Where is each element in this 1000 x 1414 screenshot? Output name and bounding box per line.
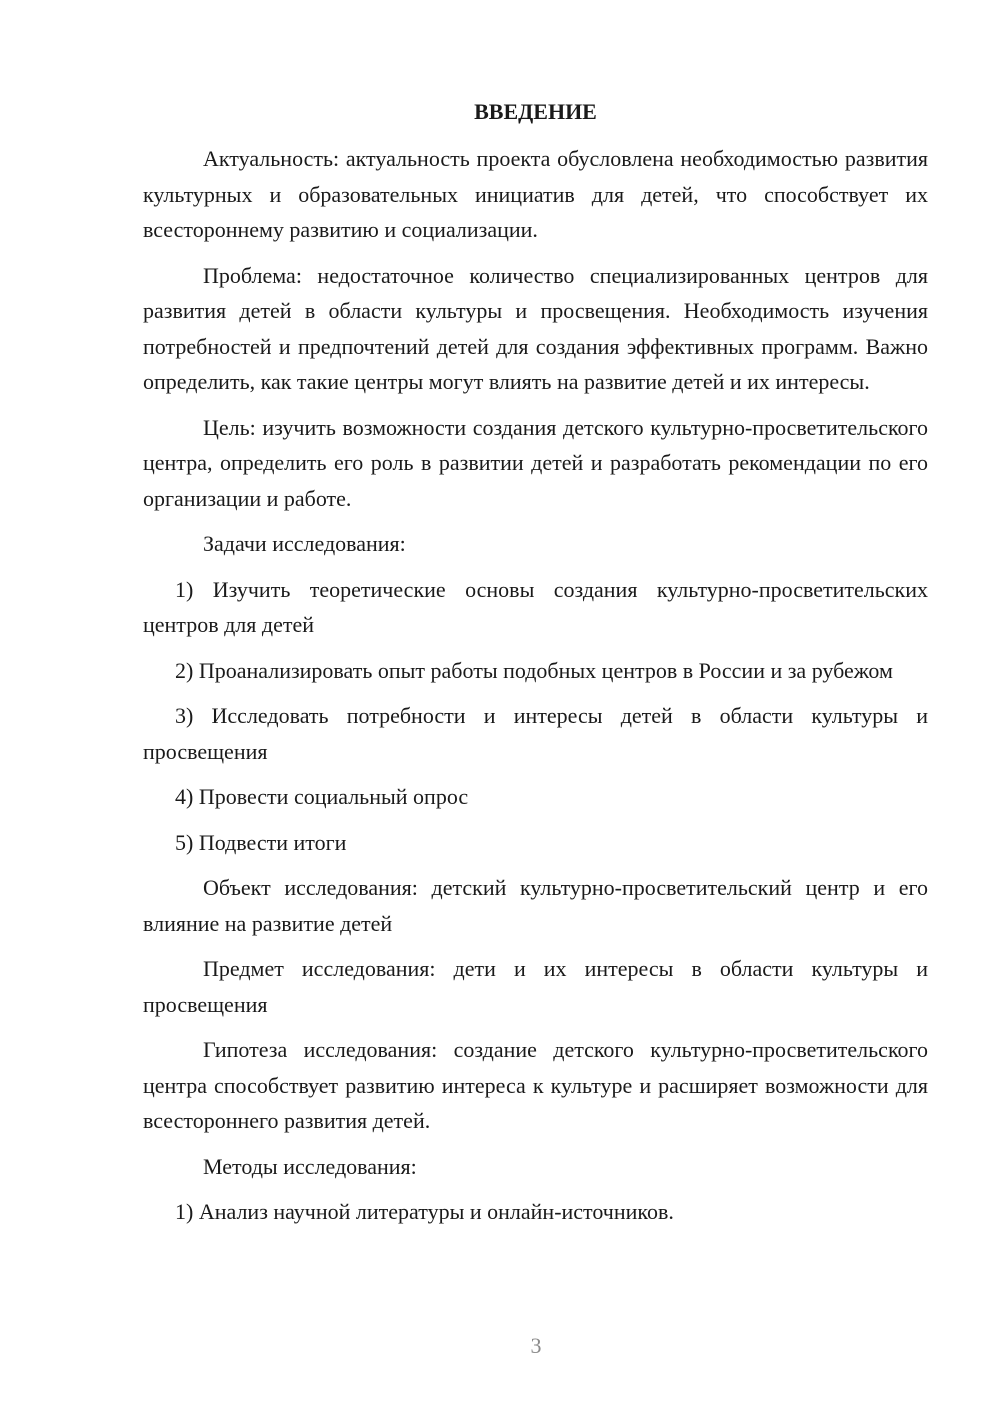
task-item-3: 3) Исследовать потребности и интересы детей в области культуры и просвещения	[143, 703, 928, 764]
problem-paragraph: Проблема: недостаточное количество специализированных центров для развития детей в области культуры и просвещения. Необходимость изучения потребностей и предпочтений детей для создания эффективных программ. Важно определить, как такие центры могут влиять на развитие детей и их интересы.	[143, 262, 928, 394]
hypothesis-paragraph: Гипотеза исследования: создание детского культурно-просветительского центра способствует развитию интереса к культуре и расширяет возможности для всестороннего развития детей.	[143, 1037, 928, 1133]
section-heading: ВВЕДЕНИЕ	[474, 99, 597, 124]
object-paragraph: Объект исследования: детский культурно-просветительский центр и его влияние на развитие детей	[143, 875, 928, 936]
method-item-1: 1) Анализ научной литературы и онлайн-источников.	[175, 1199, 674, 1224]
goal-paragraph: Цель: изучить возможности создания детского культурно-просветительского центра, определить его роль в развитии детей и разработать рекомендации по его организации и работе.	[143, 414, 928, 511]
page-number: 3	[530, 1333, 542, 1358]
methods-title: Методы исследования:	[203, 1153, 417, 1179]
task-item-5: 5) Подвести итоги	[175, 829, 347, 855]
task-item-2: 2) Проанализировать опыт работы подобных центров в России и за рубежом	[175, 657, 893, 683]
subject-paragraph: Предмет исследования: дети и их интересы в области культуры и просвещения	[143, 956, 928, 1017]
relevance-paragraph: Актуальность: актуальность проекта обусловлена необходимостью развития культурных и образовательных инициатив для детей, что способствует их всестороннему развитию и социализации.	[143, 146, 928, 242]
page-content	[143, 97, 928, 1240]
task-item-1: 1) Изучить теоретические основы создания культурно-просветительских центров для детей	[143, 576, 928, 637]
tasks-title: Задачи исследования:	[203, 531, 406, 556]
task-item-4: 4) Провести социальный опрос	[175, 784, 469, 809]
